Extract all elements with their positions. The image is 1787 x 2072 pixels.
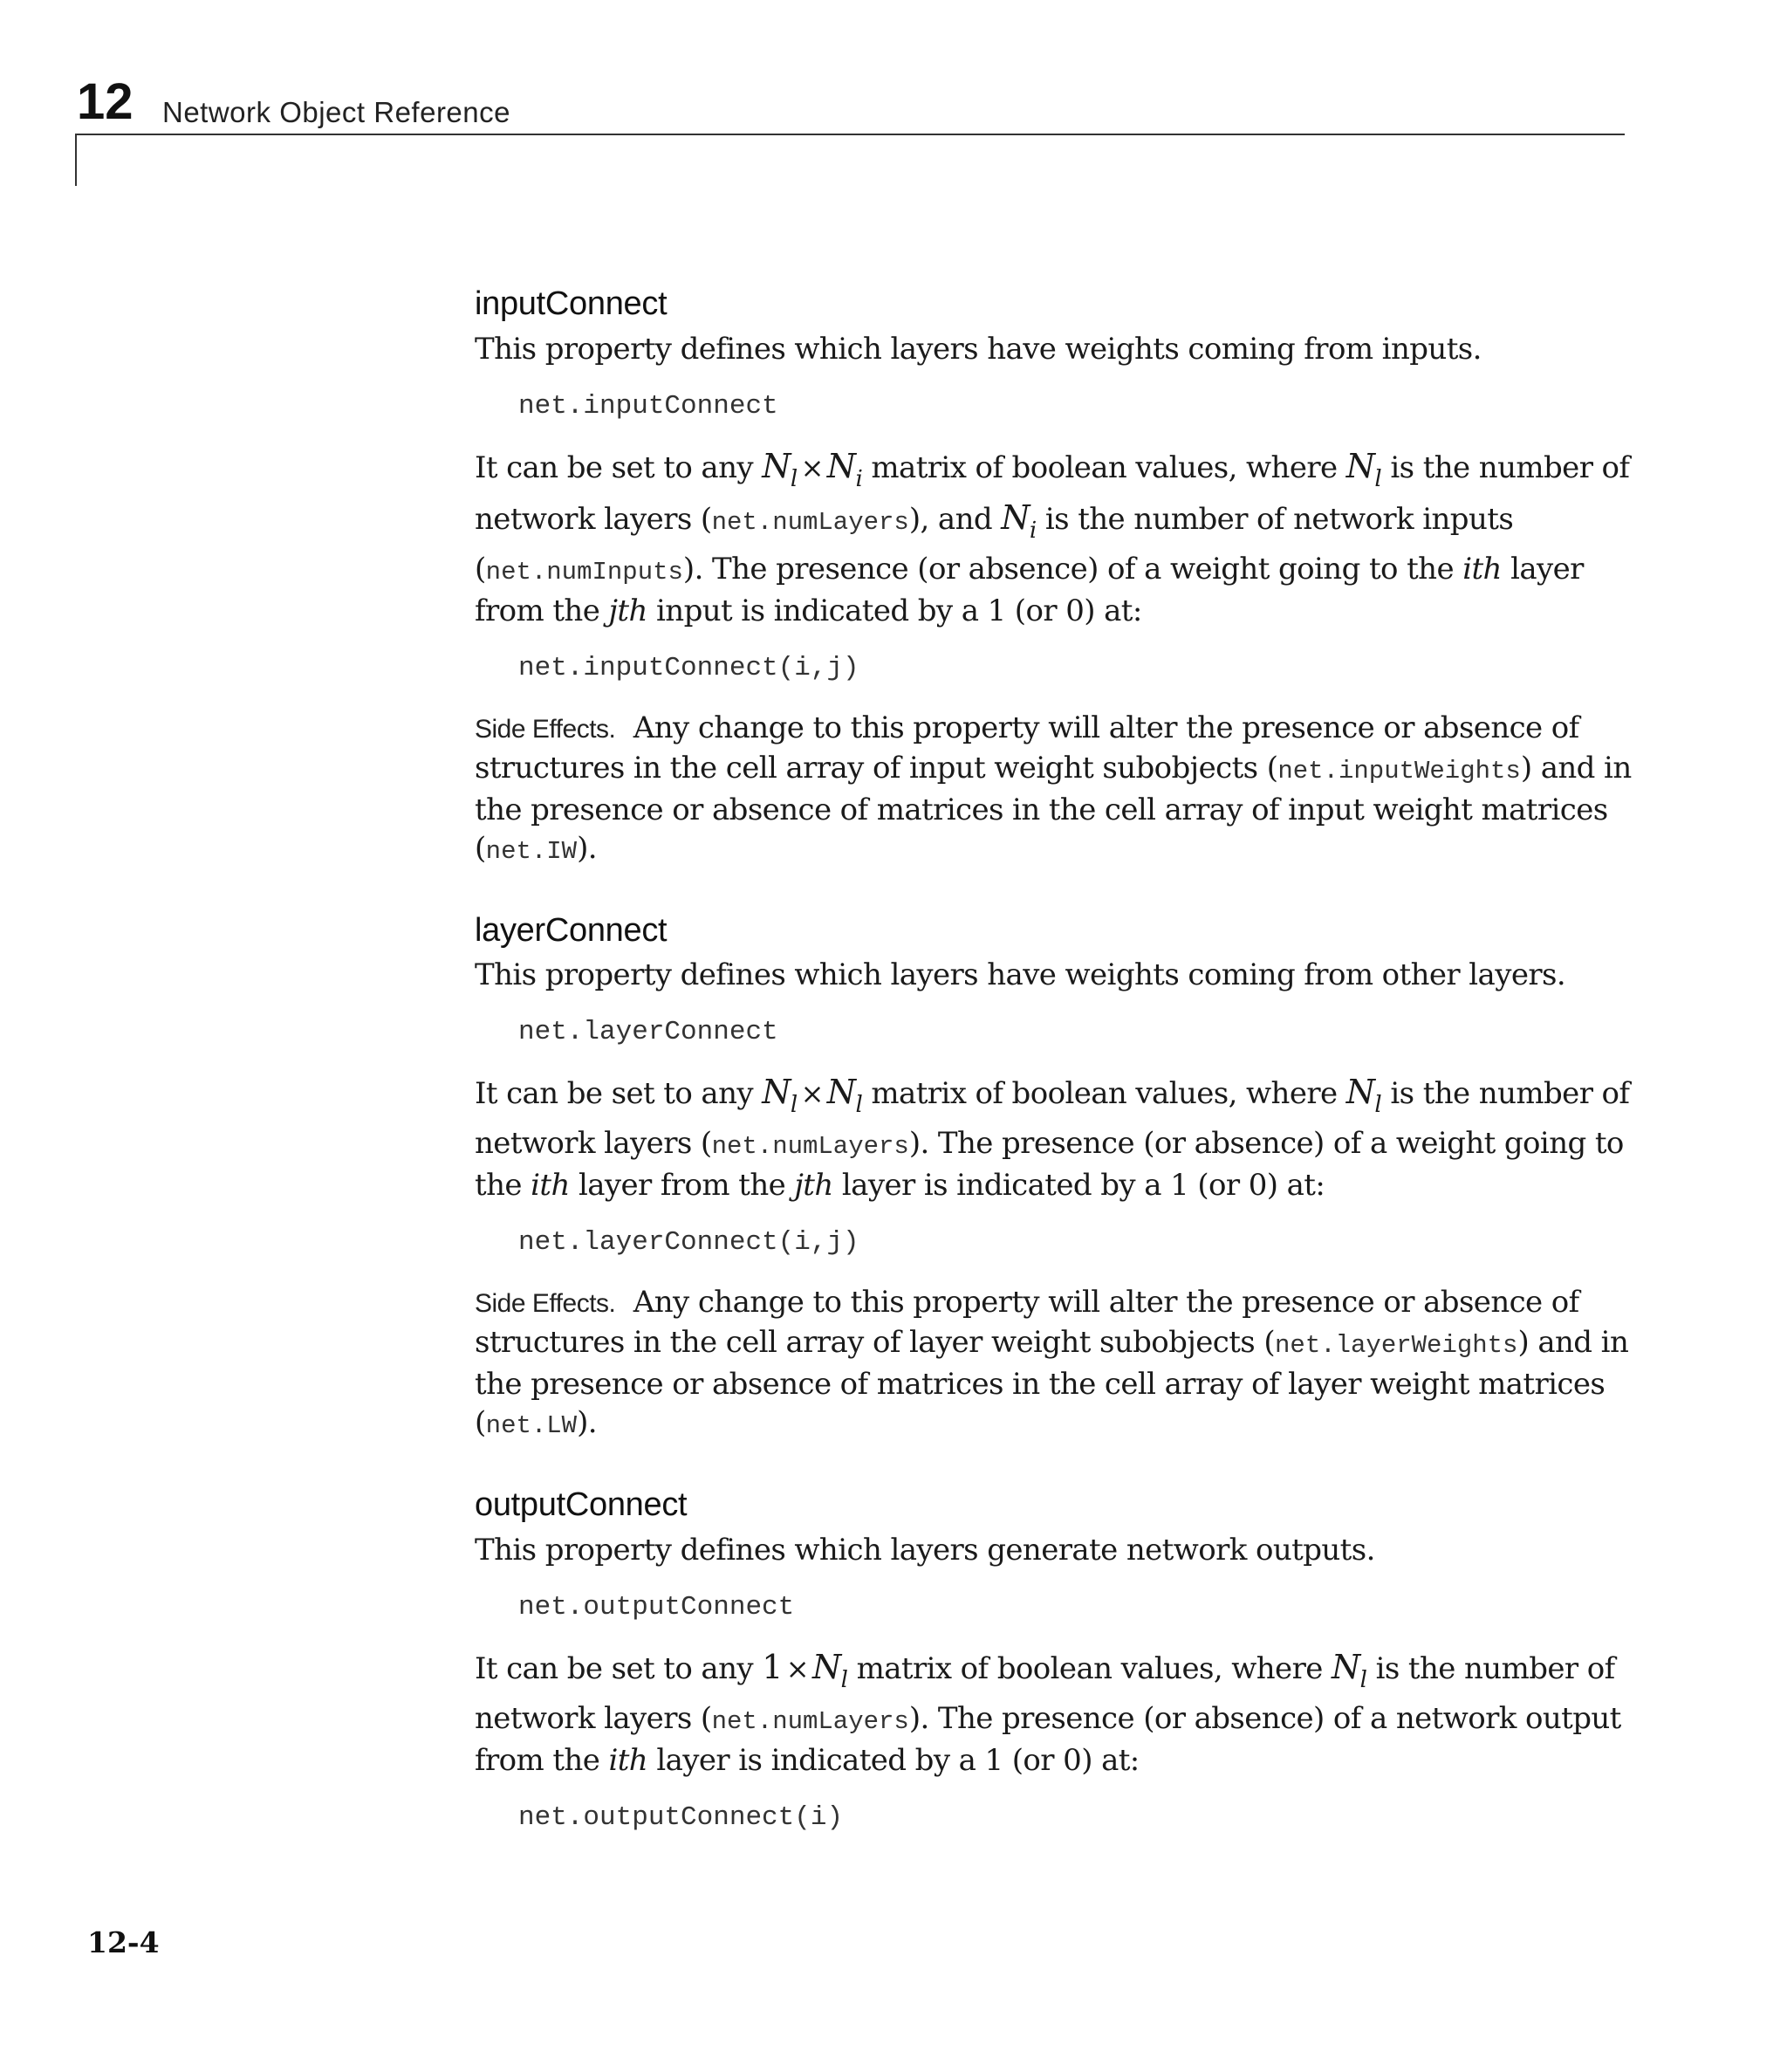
chapter-title: Network Object Reference — [162, 96, 510, 128]
section-body: It can be set to any $N_l \times N_l$ matrix of boolean values, where $N_l$ is the number of network layers (net.numLayers). The presence (or absence) of a weight going to the ith layer from the jth layer is indicated by a 1 (or 0) at: — [475, 1073, 1630, 1204]
code-index: net.inputConnect(i,j) — [518, 652, 859, 683]
section-intro: This property defines which layers have weights coming from inputs. — [475, 331, 1482, 367]
inline-code: net.numInputs — [485, 557, 683, 587]
section-body: It can be set to any $N_l \times N_i$ matrix of boolean values, where $N_l$ is the number of network layers (net.numLayers), and $N_i$ is the number of network inputs (net.numInputs). The presence (or absence) of a weight going to the ith layer from the jth input is indicated by a 1 (or 0) at: — [475, 446, 1630, 628]
section-outputconnect — [475, 1485, 1635, 1837]
section-intro: This property defines which layers have weights coming from other layers. — [475, 957, 1566, 993]
section-inputconnect — [475, 285, 1635, 871]
inline-code: net.numLayers — [711, 1706, 909, 1736]
code-index: net.layerConnect(i,j) — [518, 1227, 859, 1259]
chapter-number: 12 — [77, 73, 134, 130]
section-title: outputConnect — [475, 1486, 688, 1524]
header-rule — [75, 134, 1625, 135]
code-usage: net.layerConnect — [518, 1017, 778, 1048]
inline-code: net.numLayers — [711, 507, 909, 537]
side-effects: Side Effects. Any change to this property will alter the presence or absence of structures in the cell array of layer weight subobjects (net.layerWeights) and in the presence or absence of matrices in the cell array of layer weight matrices (net.LW). — [475, 1285, 1629, 1441]
code-usage: net.outputConnect — [518, 1591, 795, 1623]
inline-code: net.LW — [485, 1411, 578, 1441]
page-number: 12-4 — [87, 1925, 160, 1959]
header-margin-tick — [75, 134, 77, 186]
inline-code: net.inputWeights — [1277, 756, 1521, 786]
side-effects-label: Side Effects. — [475, 714, 616, 744]
side-effects-label: Side Effects. — [475, 1289, 616, 1319]
code-usage: net.inputConnect — [518, 390, 778, 422]
section-title: inputConnect — [475, 285, 668, 322]
section-intro: This property defines which layers generate network outputs. — [475, 1532, 1375, 1568]
section-body: It can be set to any $1 \times N_l$ matrix of boolean values, where $N_l$ is the number of network layers (net.numLayers). The presence (or absence) of a network output from the ith layer is indicated by a 1 (or 0) at: — [475, 1647, 1621, 1778]
code-index: net.outputConnect(i) — [518, 1801, 844, 1833]
page-content — [475, 285, 1635, 1858]
inline-code: net.numLayers — [711, 1132, 909, 1162]
inline-code: net.IW — [485, 836, 578, 866]
section-title: layerConnect — [475, 911, 668, 949]
section-layerconnect — [475, 911, 1635, 1446]
side-effects: Side Effects. Any change to this property will alter the presence or absence of structures in the cell array of input weight subobjects (net.inputWeights) and in the presence or absence of matrices in the cell array of input weight matrices (net.IW). — [475, 710, 1632, 866]
inline-code: net.layerWeights — [1275, 1331, 1518, 1361]
